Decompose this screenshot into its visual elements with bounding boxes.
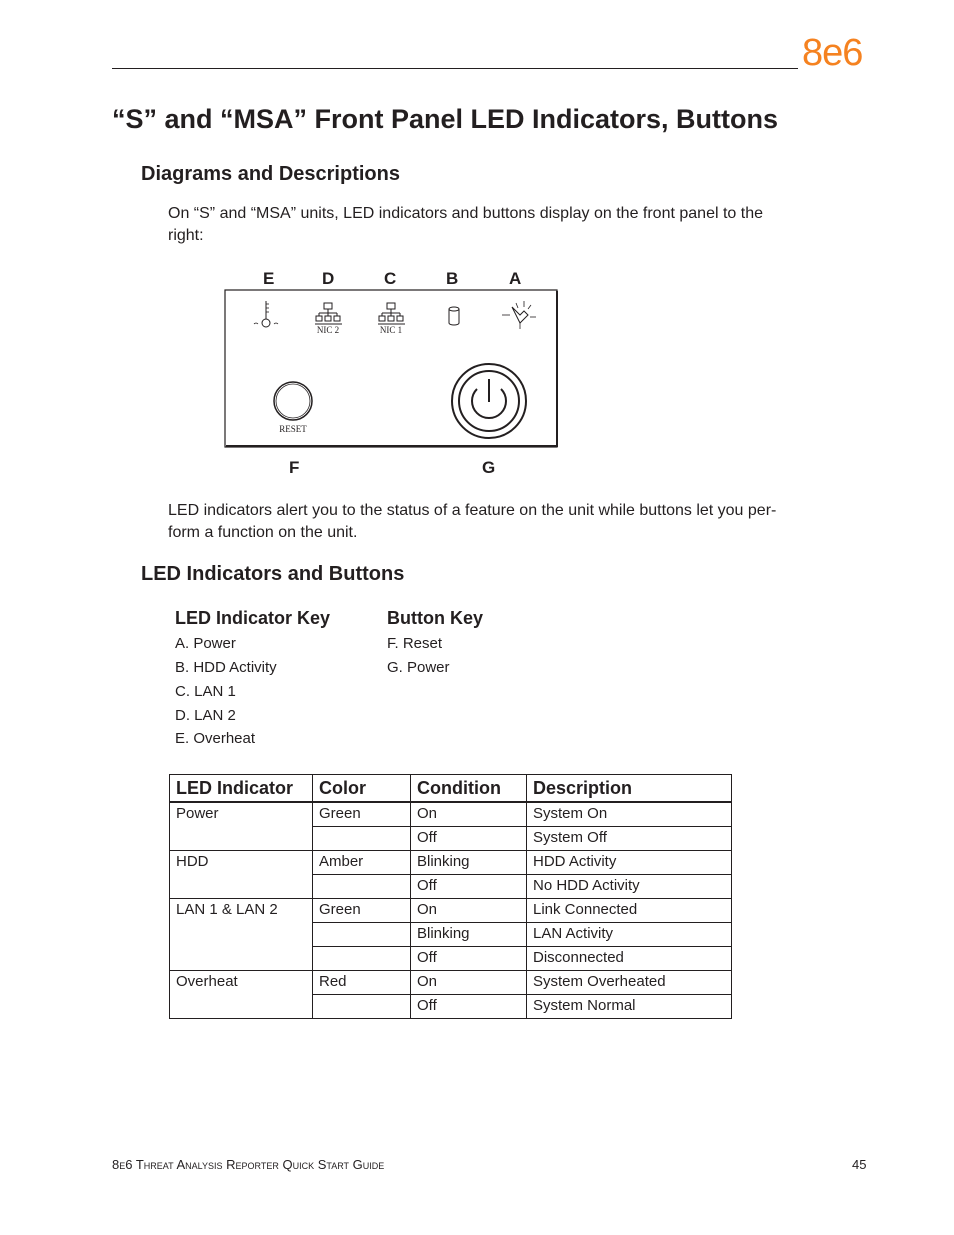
led-key-item: D. LAN 2 [175,707,236,724]
led-key-heading: LED Indicator Key [175,608,331,628]
table-cell: Power [170,802,313,851]
led-key-item: A. Power [175,635,236,652]
led-status-table [169,774,732,1019]
table-row [170,971,732,995]
table-cell [313,947,411,971]
led-key-item: E. Overheat [175,730,256,747]
table-cell [313,827,411,851]
column-header-description: Description [527,775,732,803]
table-cell: Off [411,947,527,971]
led-key-item: C. LAN 1 [175,683,236,700]
table-cell: No HDD Activity [527,875,732,899]
power-button[interactable] [452,364,526,438]
diagram-letter-g: G [482,458,496,477]
intro-line-1: On “S” and “MSA” units, LED indicators and buttons display on the front panel to the [168,205,763,222]
intro-line-2: right: [168,227,204,244]
nic1-label: NIC 1 [379,325,403,335]
table-cell: HDD [170,851,313,899]
table-cell: Amber [313,851,411,875]
table-header-row [170,775,732,803]
brand-logo: 8e6 [802,32,863,74]
table-cell [313,875,411,899]
table-cell: Disconnected [527,947,732,971]
section-heading-diagrams: Diagrams and Descriptions [141,163,400,185]
reset-label: RESET [279,424,307,434]
table-cell: HDD Activity [527,851,732,875]
table-row [170,802,732,827]
table-cell: System Normal [527,995,732,1019]
table-cell: On [411,971,527,995]
nic2-label: NIC 2 [316,325,340,335]
table-cell: Overheat [170,971,313,1019]
table-cell: System On [527,802,732,827]
table-cell: Green [313,899,411,923]
diagram-letter-f: F [289,458,300,477]
table-cell [313,995,411,1019]
diagram-letter-e: E [263,269,275,288]
table-cell: System Off [527,827,732,851]
table-cell: Red [313,971,411,995]
button-key-item: G. Power [387,659,450,676]
page-number: 45 [852,1157,867,1172]
column-header-led-indicator: LED Indicator [170,775,313,803]
table-row [170,899,732,923]
page-title: “S” and “MSA” Front Panel LED Indicators, Buttons [112,104,779,134]
table-cell: Blinking [411,923,527,947]
section-heading-led-buttons: LED Indicators and Buttons [141,563,405,585]
led-description-paragraph [168,500,828,544]
table-cell: Green [313,802,411,827]
header-rule [112,68,798,69]
table-cell: Off [411,827,527,851]
diagram-letter-d: D [322,269,335,288]
description-line-1: LED indicators alert you to the status of a feature on the unit while buttons let you per- [168,502,777,519]
table-cell [313,923,411,947]
table-cell: System Overheated [527,971,732,995]
reset-button[interactable] [274,382,312,434]
table-row [170,851,732,875]
diagram-letter-a: A [509,269,522,288]
table-cell: LAN 1 & LAN 2 [170,899,313,971]
table-cell: Off [411,875,527,899]
button-key-heading: Button Key [387,608,483,628]
diagram-letter-c: C [384,269,397,288]
table-cell: Off [411,995,527,1019]
table-cell: On [411,899,527,923]
footer-guide-title: 8e6 Threat Analysis Reporter Quick Start Guide [112,1157,385,1172]
table-cell: On [411,802,527,827]
column-header-color: Color [313,775,411,803]
table-cell: Link Connected [527,899,732,923]
front-panel-diagram [224,289,558,448]
intro-paragraph [168,203,828,247]
table-cell: Blinking [411,851,527,875]
led-key-item: B. HDD Activity [175,659,277,676]
description-line-2: form a function on the unit. [168,524,358,541]
diagram-letter-b: B [446,269,459,288]
column-header-condition: Condition [411,775,527,803]
button-key-item: F. Reset [387,635,443,652]
table-cell: LAN Activity [527,923,732,947]
